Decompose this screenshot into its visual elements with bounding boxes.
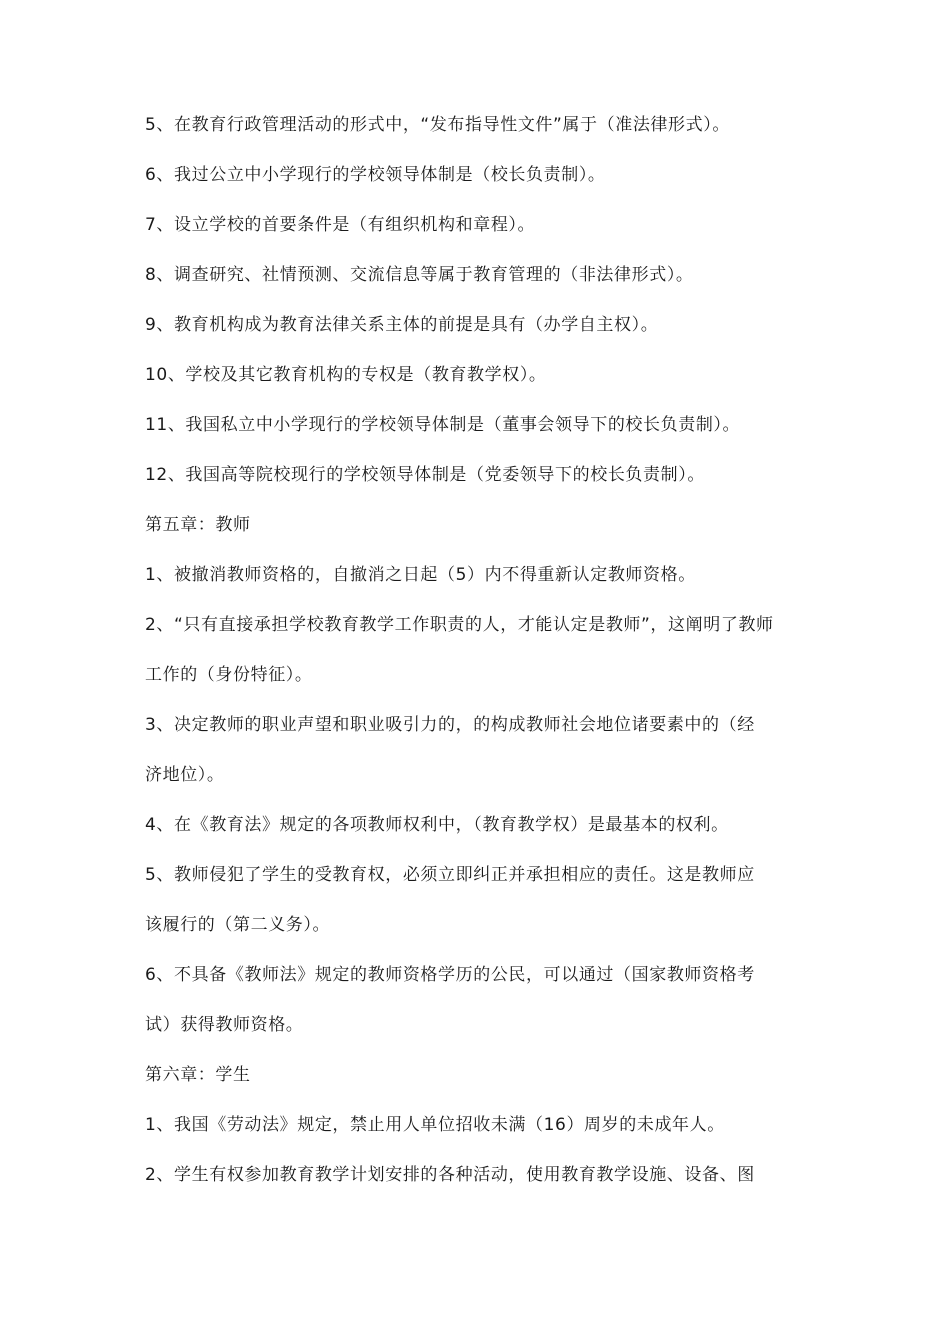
text-line: 1、被撤消教师资格的，自撤消之日起（5）内不得重新认定教师资格。 [145,565,696,585]
text-line: 2、“只有直接承担学校教育教学工作职责的人，才能认定是教师”，这阐明了教师 [145,615,774,635]
text-line: 5、在教育行政管理活动的形式中，“发布指导性文件”属于（准法律形式）。 [145,115,730,135]
text-line: 5、教师侵犯了学生的受教育权，必须立即纠正并承担相应的责任。这是教师应 [145,865,755,885]
text-line: 工作的（身份特征）。 [145,665,313,685]
text-line: 济地位）。 [145,765,225,785]
text-line: 9、教育机构成为教育法律关系主体的前提是具有（办学自主权）。 [145,315,659,335]
text-line: 10、学校及其它教育机构的专权是（教育教学权）。 [145,365,547,385]
text-line: 1、我国《劳动法》规定，禁止用人单位招收未满（16）周岁的未成年人。 [145,1115,725,1135]
chapter-heading: 第六章：学生 [145,1065,251,1085]
text-line: 该履行的（第二义务）。 [145,915,331,935]
document-body [145,108,810,1208]
text-line: 12、我国高等院校现行的学校领导体制是（党委领导下的校长负责制）。 [145,465,705,485]
text-line: 6、不具备《教师法》规定的教师资格学历的公民，可以通过（国家教师资格考 [145,965,755,985]
text-line: 6、我过公立中小学现行的学校领导体制是（校长负责制）。 [145,165,606,185]
text-line: 试）获得教师资格。 [145,1015,304,1035]
text-line: 11、我国私立中小学现行的学校领导体制是（董事会领导下的校长负责制）。 [145,415,741,435]
text-line: 2、学生有权参加教育教学计划安排的各种活动，使用教育教学设施、设备、图 [145,1165,755,1185]
text-line: 7、设立学校的首要条件是（有组织机构和章程）。 [145,215,536,235]
text-line: 3、决定教师的职业声望和职业吸引力的，的构成教师社会地位诸要素中的（经 [145,715,755,735]
chapter-heading: 第五章：教师 [145,515,251,535]
text-line: 8、调查研究、社情预测、交流信息等属于教育管理的（非法律形式）。 [145,265,694,285]
text-line: 4、在《教育法》规定的各项教师权利中，（教育教学权）是最基本的权利。 [145,815,729,835]
